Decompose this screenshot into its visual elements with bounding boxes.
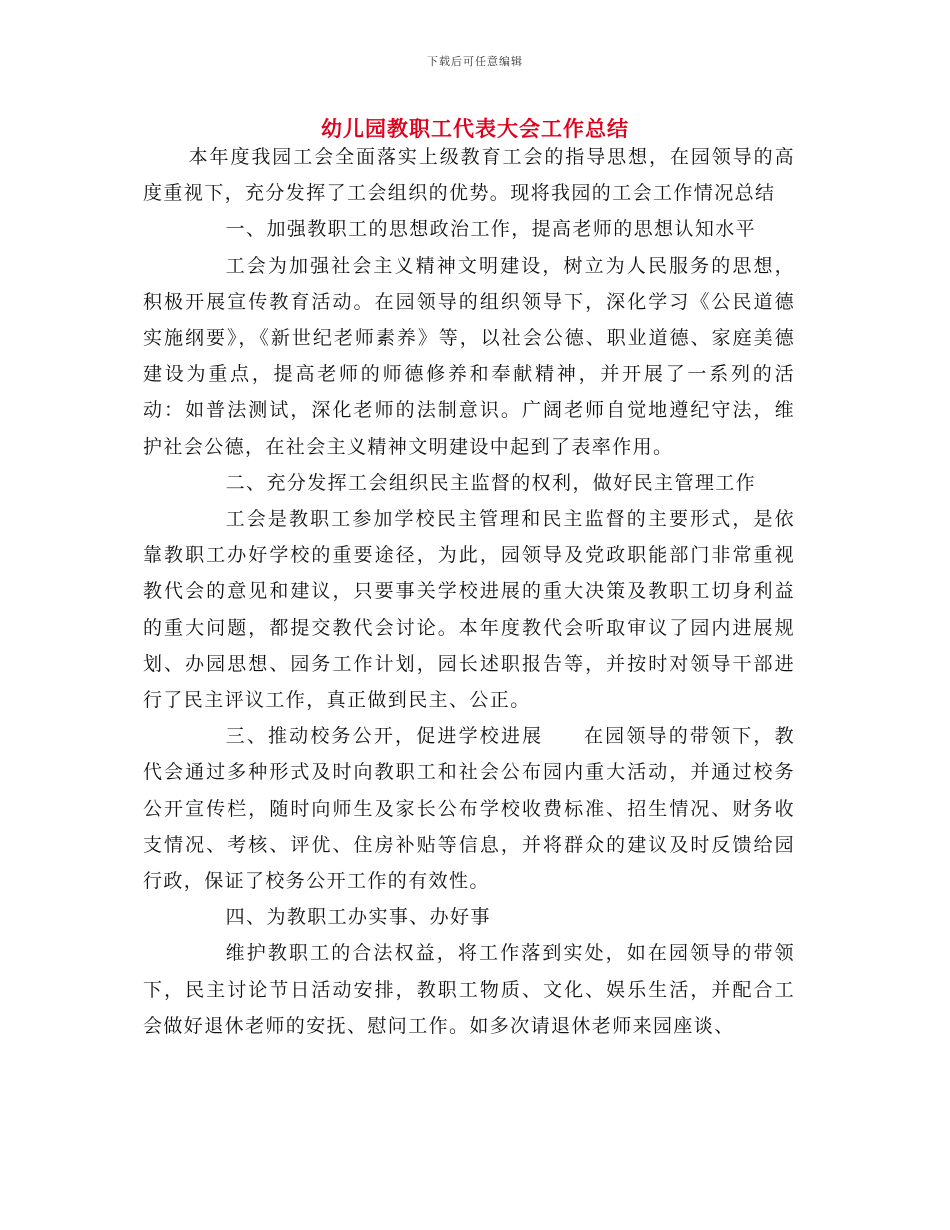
section-1-body: 工会为加强社会主义精神文明建设，树立为人民服务的思想，积极开展宣传教育活动。在园领导的组织领导下，深化学习《公民道德实施纲要》，《新世纪老师素养》等，以社会公德、职业道德、家庭美德建设为重点，提高老师的师德修养和奉献精神，并开展了一系列的活动：如普法测试，深化老师的法制意识。广阔老师自觉地遵纪守法，维护社会公德，在社会主义精神文明建设中起到了表率作用。 <box>143 254 795 458</box>
intro-paragraph: 本年度我园工会全面落实上级教育工会的指导思想，在园领导的高度重视下，充分发挥了工会组织的优势。现将我园的工会工作情况总结 <box>143 146 795 205</box>
document-title: 幼儿园教职工代表大会工作总结 <box>321 116 629 141</box>
section-3-body: 在园领导的带领下，教代会通过多种形式及时向教职工和社会公布园内重大活动，并通过校务公开宣传栏，随时向师生及家长公布学校收费标准、招生情况、财务收支情况、考核、评优、住房补贴等信息，并将群众的建议及时反馈给园行政，保证了校务公开工作的有效性。 <box>143 725 795 893</box>
section-3-heading: 三、推动校务公开，促进学校进展 <box>225 725 544 748</box>
section-2-heading: 二、充分发挥工会组织民主监督的权利，做好民主管理工作 <box>225 471 757 494</box>
document-body <box>143 139 795 1044</box>
section-1-heading: 一、加强教职工的思想政治工作，提高老师的思想认知水平 <box>225 218 757 241</box>
section-4-body: 维护教职工的合法权益，将工作落到实处，如在园领导的带领下，民主讨论节日活动安排，教职工物质、文化、娱乐生活，并配合工会做好退休老师的安抚、慰问工作。如多次请退休老师来园座谈、 <box>143 942 795 1037</box>
section-4-heading: 四、为教职工办实事、办好事 <box>225 906 491 929</box>
section-3-paragraph <box>143 718 795 899</box>
section-2-body: 工会是教职工参加学校民主管理和民主监督的主要形式，是依靠教职工办好学校的重要途径，为此，园领导及党政职能部门非常重视教代会的意见和建议，只要事关学校进展的重大决策及教职工切身利益的重大问题，都提交教代会讨论。本年度教代会听取审议了园内进展规划、办园思想、园务工作计划，园长述职报告等，并按时对领导干部进行了民主评议工作，真正做到民主、公正。 <box>143 508 795 712</box>
page-header: 下载后可任意编辑 <box>427 55 523 68</box>
